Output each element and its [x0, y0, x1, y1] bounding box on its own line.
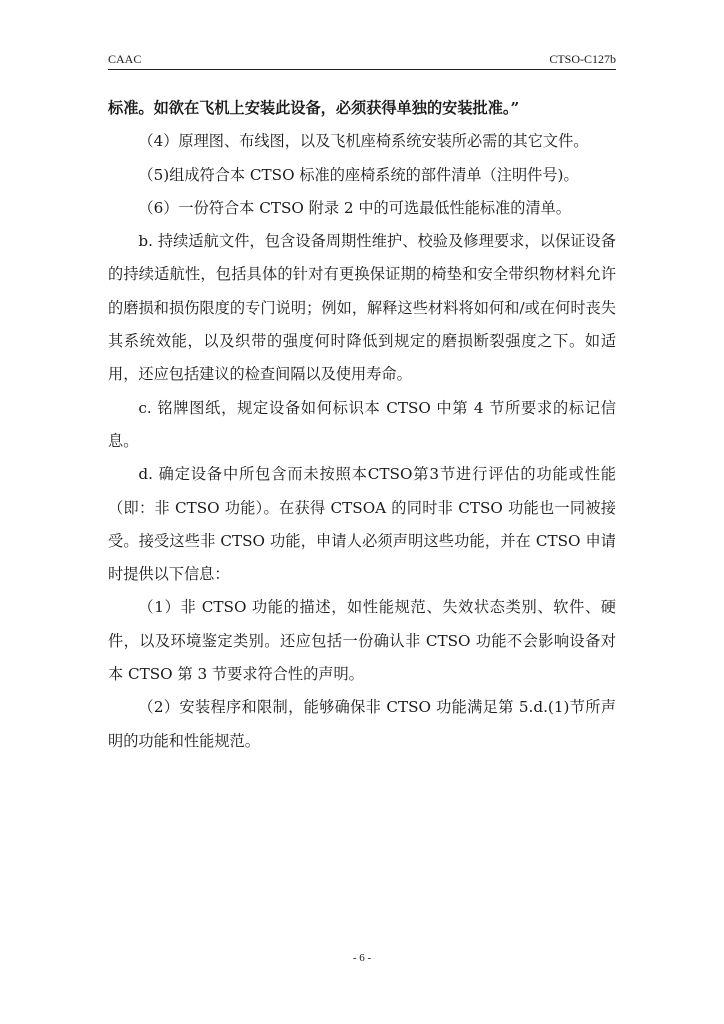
page-header	[108, 49, 616, 70]
paragraph-d-1: （1）非 CTSO 功能的描述，如性能规范、失效状态类别、软件、硬件，以及环境鉴定类别。还应包括一份确认非 CTSO 功能不会影响设备对本 CTSO 第 3 节要求符合性的声明。	[108, 598, 616, 684]
paragraph-d: d. 确定设备中所包含而未按照本CTSO第3节进行评估的功能或性能（即：非 CTSO 功能）。在获得 CTSOA 的同时非 CTSO 功能也一同被接受。接受这些非 CTSO 功能，申请人必须声明这些功能，并在 CTSO 申请时提供以下信息：	[108, 465, 616, 584]
paragraph-item-5: （5)组成符合本 CTSO 标准的座椅系统的部件清单（注明件号)。	[138, 165, 579, 184]
paragraph-b: b. 持续适航文件，包含设备周期性维护、校验及修理要求，以保证设备的持续适航性，包括具体的针对有更换保证期的椅垫和安全带织物材料允许的磨损和损伤限度的专门说明；例如，解释这些材料将如何和/或在何时丧失其系统效能，以及织带的强度何时降低到规定的磨损断裂强度之下。如适用，还应包括建议的检查间隔以及使用寿命。	[108, 232, 616, 384]
page-number: - 6 -	[352, 952, 372, 964]
paragraph-c: c. 铭牌图纸，规定设备如何标识本 CTSO 中第 4 节所要求的标记信息。	[108, 398, 616, 450]
paragraph-continued-statement: 标准。如欲在飞机上安装此设备，必须获得单独的安装批准。”	[108, 99, 520, 117]
paragraph-d-2: （2）安装程序和限制，能够确保非 CTSO 功能满足第 5.d.(1)节所声明的功能和性能规范。	[108, 698, 616, 750]
document-body	[108, 92, 616, 758]
paragraph-item-4: （4）原理图、布线图，以及飞机座椅系统安装所必需的其它文件。	[138, 132, 589, 151]
header-org: CAAC	[108, 52, 142, 66]
header-doc-id: CTSO-C127b	[549, 52, 616, 66]
paragraph-item-6: （6）一份符合本 CTSO 附录 2 中的可选最低性能标准的清单。	[138, 198, 571, 217]
